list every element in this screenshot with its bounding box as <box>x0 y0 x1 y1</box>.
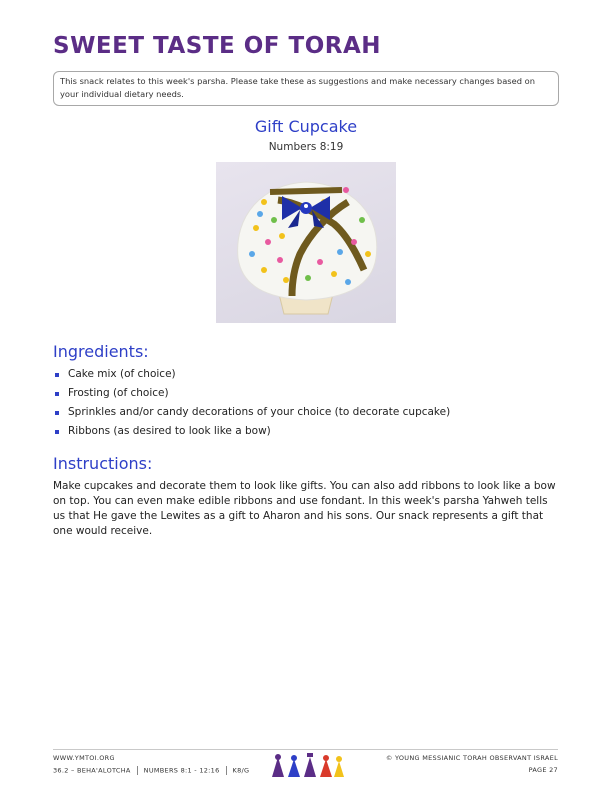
instructions-text: Make cupcakes and decorate them to look like gifts. You can also add ribbons to look like a bow on top. You can even make edible ribbons and use fondant. In this week's parsha Yahweh tells us that He gave the Lewites as a gift to Aharon and his sons. Our snack represents a gift that one would receive. <box>53 480 556 537</box>
list-item <box>53 367 450 386</box>
ymtoi-logo <box>268 751 346 779</box>
ingredient-text: Sprinkles and/or candy decorations of your choice (to decorate cupcake) <box>68 406 451 418</box>
ingredients-heading: Ingredients: <box>53 342 149 361</box>
footer-divider <box>53 749 558 750</box>
bullet-icon <box>55 411 59 415</box>
footer-part: 36.2 – BEHA'ALOTCHA <box>53 766 131 775</box>
dietary-note: This snack relates to this week's parsha. Please take these as suggestions and make necessary changes based on your individual dietary needs. <box>53 71 559 106</box>
logo-figures-icon <box>272 753 344 777</box>
recipe-title: Gift Cupcake <box>254 117 358 136</box>
divider <box>137 766 138 775</box>
ingredient-text: Frosting (of choice) <box>68 387 169 399</box>
divider <box>226 766 227 775</box>
list-item <box>53 405 450 424</box>
ingredient-text: Ribbons (as desired to look like a bow) <box>68 425 271 437</box>
bullet-icon <box>55 430 59 434</box>
scripture-reference: Numbers 8:19 <box>268 141 344 153</box>
ingredients-list <box>53 367 450 443</box>
ingredient-text: Cake mix (of choice) <box>68 368 176 380</box>
cupcake-photo <box>216 162 396 323</box>
footer-parsha-info <box>53 766 249 775</box>
footer-verses: NUMBERS 8:1 - 12:16 <box>143 766 220 775</box>
bullet-icon <box>55 392 59 396</box>
page-number: PAGE 27 <box>528 766 558 774</box>
website-link[interactable]: WWW.YMTOI.ORG <box>53 754 115 762</box>
list-item <box>53 386 450 405</box>
copyright-text: © YOUNG MESSIANIC TORAH OBSERVANT ISRAEL <box>385 754 558 762</box>
instructions-heading: Instructions: <box>53 454 153 473</box>
bullet-icon <box>55 373 59 377</box>
page-title: SWEET TASTE OF TORAH <box>53 33 382 59</box>
footer-grade: K8/G <box>232 766 250 775</box>
list-item <box>53 424 450 443</box>
